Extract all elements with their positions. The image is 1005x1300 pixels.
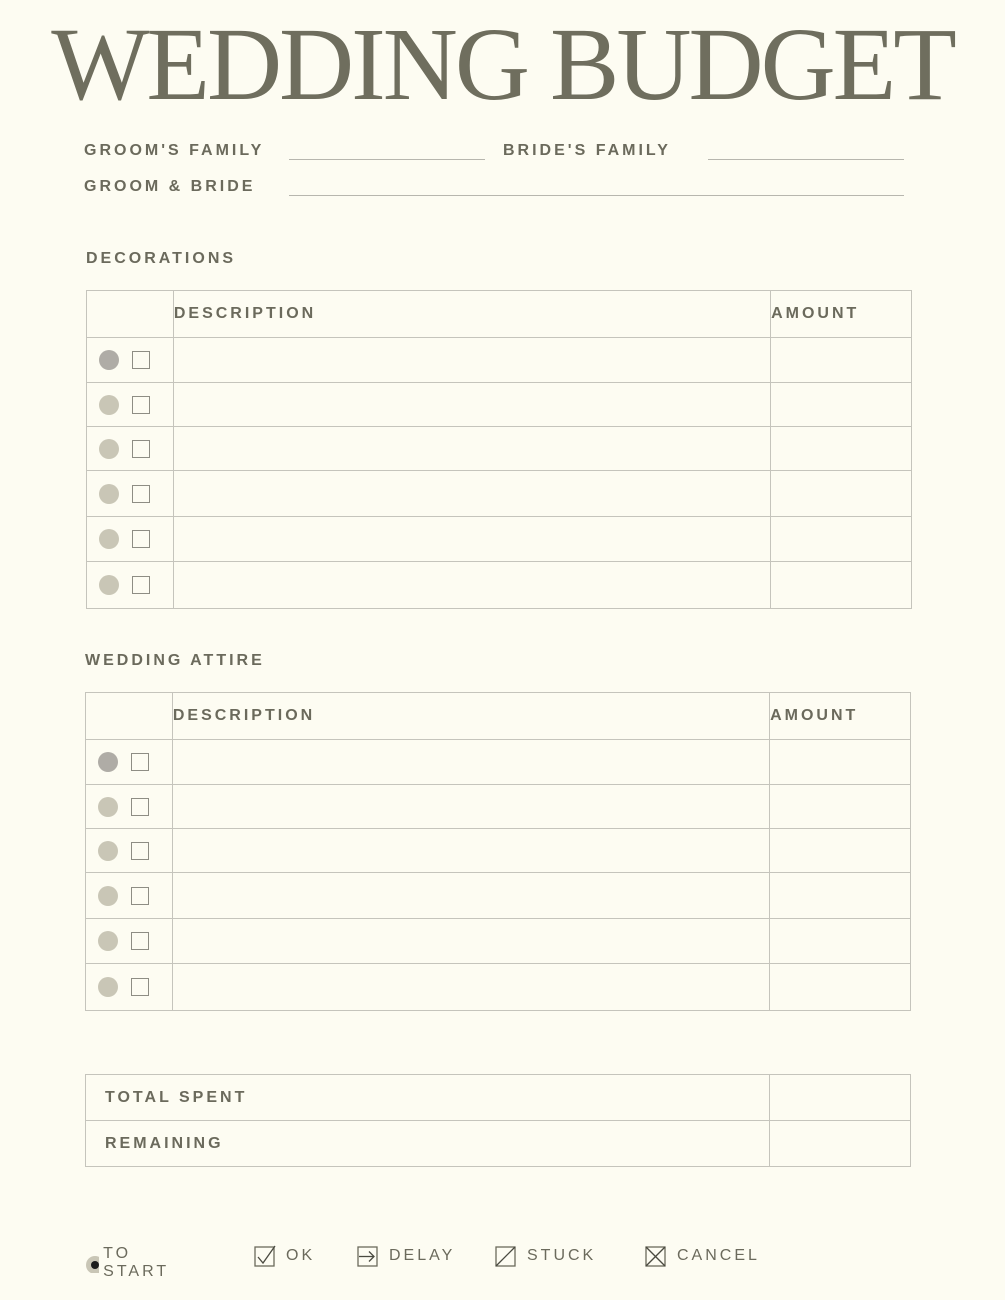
amount-cell[interactable] <box>770 829 911 873</box>
amount-cell[interactable] <box>771 383 912 427</box>
table-row <box>86 829 911 873</box>
amount-cell[interactable] <box>771 427 912 471</box>
amount-cell[interactable] <box>770 785 911 829</box>
status-cell <box>87 517 174 562</box>
status-dot-icon[interactable] <box>98 797 118 817</box>
filled-circle-icon <box>85 1253 99 1273</box>
status-cell <box>86 964 173 1011</box>
legend-label: CANCEL <box>677 1247 760 1264</box>
table-header-row <box>87 291 912 338</box>
amount-cell[interactable] <box>770 964 911 1011</box>
description-cell[interactable] <box>172 919 769 964</box>
remaining-label: REMAINING <box>86 1121 770 1167</box>
legend-label: OK <box>286 1247 316 1264</box>
status-checkbox[interactable] <box>132 530 150 548</box>
description-cell[interactable] <box>172 829 769 873</box>
status-checkbox[interactable] <box>131 887 149 905</box>
status-checkbox[interactable] <box>132 396 150 414</box>
amount-cell[interactable] <box>771 338 912 383</box>
status-checkbox[interactable] <box>131 932 149 950</box>
description-column-header: DESCRIPTION <box>173 291 770 338</box>
amount-cell[interactable] <box>771 517 912 562</box>
description-cell[interactable] <box>172 873 769 919</box>
status-cell <box>86 785 173 829</box>
table-row <box>86 964 911 1011</box>
description-cell[interactable] <box>172 740 769 785</box>
status-checkbox[interactable] <box>131 978 149 996</box>
status-cell <box>86 829 173 873</box>
total-spent-value[interactable] <box>770 1075 911 1121</box>
status-dot-icon[interactable] <box>99 350 119 370</box>
legend-item-delay <box>357 1245 455 1267</box>
table-row <box>86 785 911 829</box>
status-dot-icon[interactable] <box>98 931 118 951</box>
status-cell <box>86 919 173 964</box>
description-cell[interactable] <box>173 383 770 427</box>
status-cell <box>86 740 173 785</box>
status-checkbox[interactable] <box>131 842 149 860</box>
table-header-row <box>86 693 911 740</box>
remaining-row <box>86 1121 911 1167</box>
table-row <box>87 562 912 609</box>
status-dot-icon[interactable] <box>99 439 119 459</box>
x-box-icon <box>645 1245 667 1267</box>
status-checkbox[interactable] <box>131 798 149 816</box>
amount-cell[interactable] <box>770 919 911 964</box>
legend-label: STUCK <box>527 1247 597 1264</box>
description-cell[interactable] <box>173 471 770 517</box>
arrow-box-icon <box>357 1245 379 1267</box>
legend-item-to-start <box>85 1245 175 1281</box>
groom-bride-label: GROOM & BRIDE <box>84 178 256 195</box>
bride-family-field[interactable] <box>708 159 904 160</box>
total-spent-row <box>86 1075 911 1121</box>
wedding-attire-table <box>85 692 911 1011</box>
total-spent-label: TOTAL SPENT <box>86 1075 770 1121</box>
status-checkbox[interactable] <box>132 485 150 503</box>
status-cell <box>87 338 174 383</box>
status-dot-icon[interactable] <box>98 977 118 997</box>
amount-cell[interactable] <box>770 873 911 919</box>
amount-cell[interactable] <box>771 562 912 609</box>
description-column-header: DESCRIPTION <box>172 693 769 740</box>
table-row <box>87 427 912 471</box>
description-cell[interactable] <box>173 517 770 562</box>
amount-column-header: AMOUNT <box>770 693 911 740</box>
table-row <box>86 740 911 785</box>
legend-label: DELAY <box>389 1247 456 1264</box>
groom-family-label: GROOM'S FAMILY <box>84 142 265 159</box>
legend-item-stuck <box>495 1245 596 1267</box>
status-dot-icon[interactable] <box>98 886 118 906</box>
bride-family-label: BRIDE'S FAMILY <box>503 142 671 159</box>
amount-column-header: AMOUNT <box>771 291 912 338</box>
status-cell <box>87 427 174 471</box>
legend-item-ok <box>254 1245 315 1267</box>
status-checkbox[interactable] <box>132 351 150 369</box>
table-row <box>86 873 911 919</box>
description-cell[interactable] <box>173 562 770 609</box>
checkmark-box-icon <box>254 1245 276 1267</box>
status-checkbox[interactable] <box>132 576 150 594</box>
remaining-value[interactable] <box>770 1121 911 1167</box>
table-row <box>87 338 912 383</box>
legend-item-cancel <box>645 1245 760 1267</box>
amount-cell[interactable] <box>771 471 912 517</box>
page-title: WEDDING BUDGET <box>51 7 954 122</box>
description-cell[interactable] <box>172 785 769 829</box>
legend-label: TO START <box>103 1245 170 1280</box>
status-dot-icon[interactable] <box>99 575 119 595</box>
amount-cell[interactable] <box>770 740 911 785</box>
table-row <box>87 383 912 427</box>
groom-family-field[interactable] <box>289 159 485 160</box>
status-dot-icon[interactable] <box>99 395 119 415</box>
section-title-wedding-attire: WEDDING ATTIRE <box>85 652 265 669</box>
status-cell <box>87 562 174 609</box>
description-cell[interactable] <box>173 427 770 471</box>
status-dot-icon[interactable] <box>99 529 119 549</box>
decorations-table <box>86 290 912 609</box>
section-title-decorations: DECORATIONS <box>86 250 237 267</box>
status-dot-icon[interactable] <box>99 484 119 504</box>
table-row <box>87 517 912 562</box>
description-cell[interactable] <box>172 964 769 1011</box>
status-cell <box>86 873 173 919</box>
status-column-header <box>86 693 173 740</box>
table-row <box>86 919 911 964</box>
table-row <box>87 471 912 517</box>
groom-bride-field[interactable] <box>289 195 904 196</box>
status-dot-icon[interactable] <box>98 841 118 861</box>
status-cell <box>87 383 174 427</box>
status-checkbox[interactable] <box>131 753 149 771</box>
status-dot-icon[interactable] <box>98 752 118 772</box>
slash-box-icon <box>495 1245 517 1267</box>
status-checkbox[interactable] <box>132 440 150 458</box>
status-column-header <box>87 291 174 338</box>
description-cell[interactable] <box>173 338 770 383</box>
totals-table <box>85 1074 911 1167</box>
status-cell <box>87 471 174 517</box>
